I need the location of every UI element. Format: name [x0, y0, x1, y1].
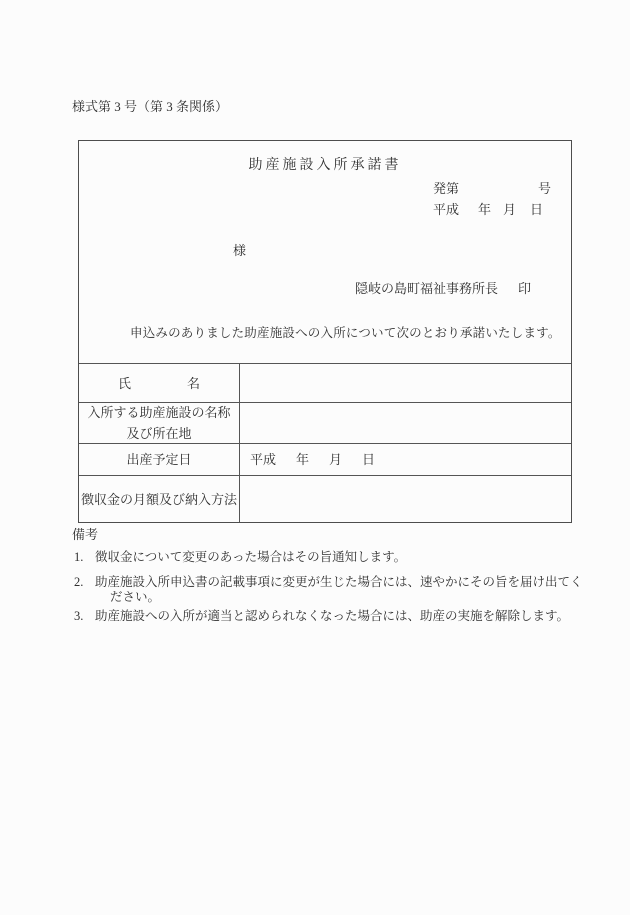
note-2-text-line1: 助産施設入所申込書の記載事項に変更が生じた場合には、速やかにその旨を届け出てく: [95, 575, 583, 589]
name-value-cell: [239, 363, 571, 402]
note-2-number: 2.: [74, 575, 84, 589]
date-era-label: 平成: [433, 202, 460, 217]
due-date-value-cell: [239, 443, 571, 475]
form-number-label: 様式第 3 号（第 3 条関係）: [72, 99, 229, 114]
fee-value-cell: [239, 475, 571, 522]
facility-value-cell: [239, 402, 571, 443]
due-date-label-cell: [79, 443, 239, 475]
notes-heading: 備考: [72, 527, 99, 542]
issue-number-suffix: 号: [538, 181, 552, 196]
consent-details-table: [79, 363, 571, 522]
date-month-label: 月: [503, 202, 517, 217]
name-label: 氏 名: [117, 375, 201, 391]
note-1-number: 1.: [74, 550, 84, 564]
facility-label-cell: [79, 402, 239, 443]
note-item-2-continuation: [110, 589, 160, 605]
note-3-text: 助産施設への入所が適当と認められなくなった場合には、助産の実施を解除します。: [95, 609, 570, 623]
fee-label-cell: [79, 475, 239, 522]
note-1-text: 徴収金について変更のあった場合はその旨通知します。: [95, 550, 407, 564]
note-item-3: [74, 608, 569, 624]
date-year-label: 年: [478, 202, 492, 217]
seal-placeholder: 印: [518, 281, 532, 296]
consent-statement: 申込みのありました助産施設への入所について次のとおり承諾いたします。: [130, 326, 561, 340]
due-date-blank-value: 平成 年 月 日: [250, 452, 376, 467]
note-item-2: [74, 574, 583, 590]
note-2-text-line2: ださい。: [110, 590, 161, 604]
document-title: 助産施設入所承諾書: [248, 158, 402, 173]
fee-label: 徴収金の月額及び納入方法: [80, 491, 237, 507]
note-3-number: 3.: [74, 609, 84, 623]
note-item-1: [74, 549, 406, 565]
addressee-honorific: 様: [233, 243, 247, 258]
facility-label: 入所する助産施設の名称 及び所在地: [87, 405, 231, 441]
due-date-label: 出産予定日: [126, 452, 192, 467]
sender-title: 隠岐の島町福祉事務所長: [355, 281, 499, 296]
issue-number-prefix: 発第: [433, 181, 460, 196]
consent-form-box: [78, 140, 572, 523]
date-day-label: 日: [530, 202, 544, 217]
name-label-cell: [79, 363, 239, 402]
